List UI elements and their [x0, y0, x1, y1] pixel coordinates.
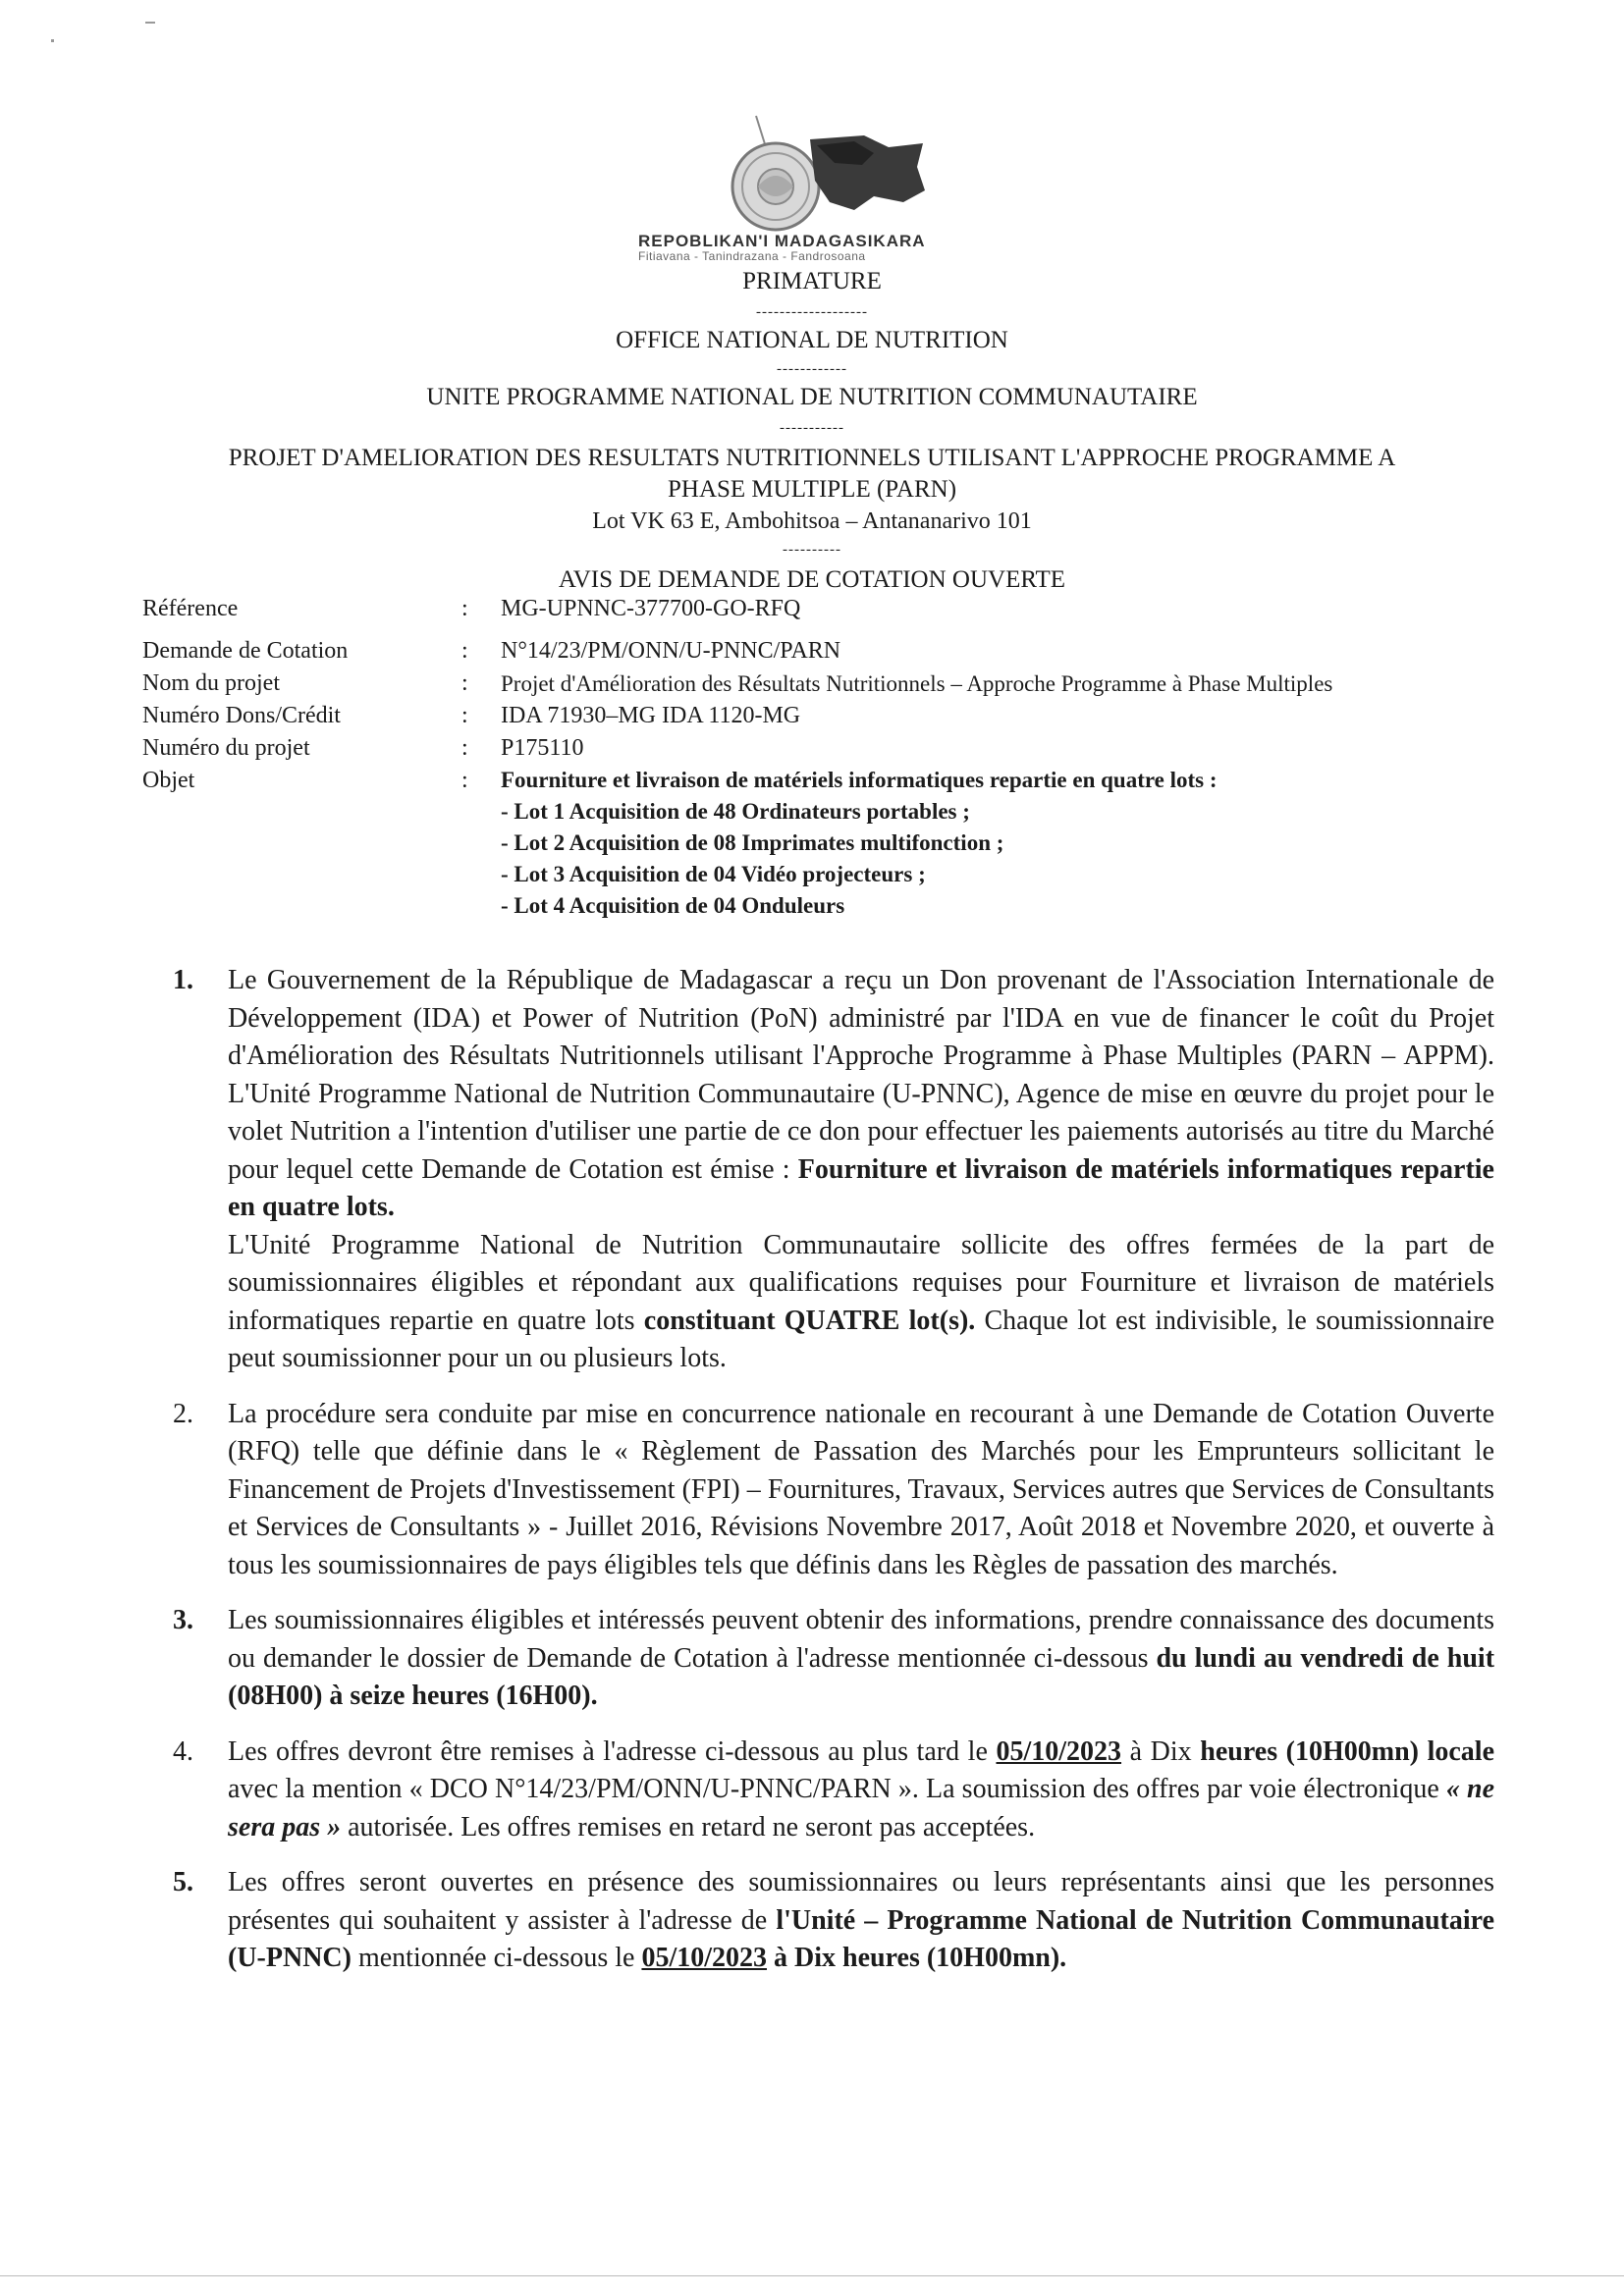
paragraph-number: 5. [173, 1867, 193, 1897]
projet-heading-line1: PROJET D'AMELIORATION DES RESULTATS NUTRITIONNELS UTILISANT L'APPROCHE PROGRAMME A [228, 445, 1396, 471]
page-bottom-line [0, 2275, 1624, 2276]
paragraph-2 [173, 1396, 1494, 1585]
paragraph-text: mentionnée ci-dessous le [357, 1943, 635, 1973]
paragraph-number: 3. [173, 1605, 193, 1635]
paragraph-text: à Dix [1129, 1735, 1192, 1767]
separator: ------------ [777, 361, 847, 377]
meta-colon: : [461, 638, 468, 664]
paragraph-3 [173, 1602, 1494, 1716]
paragraph-1 [173, 962, 1494, 1378]
objet-line: - Lot 3 Acquisition de 04 Vidéo projecteurs ; [501, 862, 926, 886]
paragraph-number: 2. [173, 1398, 193, 1429]
republic-name: REPOBLIKAN'I MADAGASIKARA [638, 232, 926, 250]
separator: ------------------- [756, 304, 868, 320]
office-heading: OFFICE NATIONAL DE NUTRITION [616, 327, 1008, 353]
meta-label: Demande de Cotation [142, 638, 349, 664]
paragraph-text: Chaque lot est indivisible, le soumissionnaire peut soumissionner pour un ou plusieurs lots. [228, 1305, 1495, 1373]
objet-line: Fourniture et livraison de matériels informatiques repartie en quatre lots : [501, 768, 1218, 792]
paragraph-4 [173, 1734, 1494, 1847]
meta-colon: : [461, 670, 468, 696]
republic-emblem [707, 108, 933, 236]
paragraph-text: La procédure sera conduite par mise en concurrence nationale en recourant à une Demande de Cotation Ouverte (RFQ) telle que définie dans le « Règlement de Passation des Marchés pour les Emprunteurs sollicitant le Financement de Projets d'Investissement (FPI) – Fournitures, Travaux, Services autres que Services de Consultants et Services de Consultants » - Juillet 2016, Révisions Novembre 2017, Août 2018 et Novembre 2020, et ouverte à tous les soumissionnaires de pays éligibles tels que définis dans les Règles de passation des marchés. [228, 1398, 1494, 1580]
republic-motto: Fitiavana - Tanindrazana - Fandrosoana [638, 249, 866, 263]
scan-speck [145, 22, 155, 24]
paragraph-emphasis: l'Unité – Programme National de Nutrition Communautaire (U-PNNC) [228, 1904, 1494, 1973]
notice-body [173, 962, 1494, 1996]
deadline-date: 05/10/2023 [996, 1735, 1122, 1767]
paragraph-text: Les soumissionnaires éligibles et intéressés peuvent obtenir des informations, prendre connaissance des documents ou demander le dossier de Demande de Cotation à l'adresse mentionnée ci-dessous [228, 1605, 1494, 1674]
avis-title: AVIS DE DEMANDE DE COTATION OUVERTE [558, 566, 1066, 593]
meta-colon: : [461, 596, 468, 621]
paragraph-emphasis: du lundi au vendredi de huit (08H00) à seize heures (16H00). [228, 1642, 1495, 1711]
paragraph-emphasis: Fourniture et livraison de matériels informatiques repartie en quatre lots. [228, 1153, 1494, 1222]
paragraph-emphasis: à Dix heures (10H00mn). [774, 1943, 1067, 1973]
paragraph-text: avec la mention « DCO N°14/23/PM/ONN/U-PNNC/PARN ». La soumission des offres par voie électronique [228, 1774, 1439, 1804]
meta-colon: : [461, 735, 468, 761]
paragraph-text: Les offres devront être remises à l'adresse ci-dessous au plus tard le [228, 1735, 988, 1767]
paragraph-text: Les offres seront ouvertes en présence des soumissionnaires ou leurs représentants ainsi que les personnes présentes qui souhaitent y assister à l'adresse de [228, 1867, 1494, 1936]
meta-label: Numéro du projet [142, 735, 310, 761]
meta-colon: : [461, 703, 468, 728]
separator: ---------- [783, 542, 841, 558]
separator: ----------- [780, 420, 844, 436]
opening-date: 05/10/2023 [641, 1943, 768, 1973]
paragraph-number: 4. [173, 1735, 193, 1767]
projet-heading-line2: PHASE MULTIPLE (PARN) [667, 476, 957, 503]
objet-line: - Lot 4 Acquisition de 04 Onduleurs [501, 893, 845, 918]
meta-value: P175110 [501, 735, 584, 761]
reference-table [142, 593, 1546, 922]
paragraph-5 [173, 1864, 1494, 1978]
objet-list [501, 765, 1546, 922]
paragraph-text: autorisée. Les offres remises en retard ne seront pas acceptées. [348, 1811, 1036, 1842]
meta-row-nom-projet [142, 667, 1546, 700]
meta-value: MG-UPNNC-377700-GO-RFQ [501, 596, 801, 621]
address-line: Lot VK 63 E, Ambohitsoa – Antananarivo 101 [592, 508, 1032, 534]
primature-heading: PRIMATURE [742, 268, 882, 294]
meta-value: Projet d'Amélioration des Résultats Nutritionnels – Approche Programme à Phase Multiples [501, 671, 1333, 696]
unite-heading: UNITE PROGRAMME NATIONAL DE NUTRITION COMMUNAUTAIRE [426, 384, 1198, 410]
meta-row-demande [142, 635, 1546, 667]
meta-value: N°14/23/PM/ONN/U-PNNC/PARN [501, 638, 841, 664]
meta-row-dons-credit [142, 700, 1546, 732]
meta-label: Numéro Dons/Crédit [142, 703, 341, 728]
paragraph-emphasis: constituant QUATRE lot(s). [643, 1305, 976, 1336]
meta-label: Référence [142, 596, 239, 621]
paragraph-text: L'Unité Programme National de Nutrition Communautaire sollicite des offres fermées de la part de soumissionnaires éligibles et répondant aux qualifications requises pour Fourniture et livraison de matériels informatiques repartie en quatre lots [228, 1229, 1494, 1336]
meta-label: Nom du projet [142, 670, 280, 696]
paragraph-emphasis: « ne sera pas » [228, 1774, 1494, 1842]
objet-line: - Lot 2 Acquisition de 08 Imprimates multifonction ; [501, 830, 1004, 855]
scan-speck [51, 39, 54, 42]
meta-value: IDA 71930–MG IDA 1120-MG [501, 703, 801, 728]
meta-label: Objet [142, 768, 195, 793]
meta-row-numero-projet [142, 732, 1546, 765]
meta-colon: : [461, 768, 468, 793]
objet-line: - Lot 1 Acquisition de 48 Ordinateurs portables ; [501, 799, 970, 824]
meta-row-reference [142, 593, 1546, 625]
paragraph-emphasis: heures (10H00mn) locale [1200, 1735, 1495, 1767]
seal-icon [707, 108, 933, 236]
paragraph-number: 1. [173, 965, 193, 995]
meta-row-objet [142, 765, 1546, 922]
paragraph-text: Le Gouvernement de la République de Madagascar a reçu un Don provenant de l'Association Internationale de Développement (IDA) et Power of Nutrition (PoN) administré par l'IDA en vue de financer le coût du Projet d'Amélioration des Résultats Nutritionnels utilisant l'Approche Programme à Phase Multiples (PARN – APPM). L'Unité Programme National de Nutrition Communautaire (U-PNNC), Agence de mise en œuvre du projet pour le volet Nutrition a l'intention d'utiliser une partie de ce don pour effectuer les paiements autorisés au titre du Marché pour lequel cette Demande de Cotation est émise : [228, 965, 1494, 1185]
